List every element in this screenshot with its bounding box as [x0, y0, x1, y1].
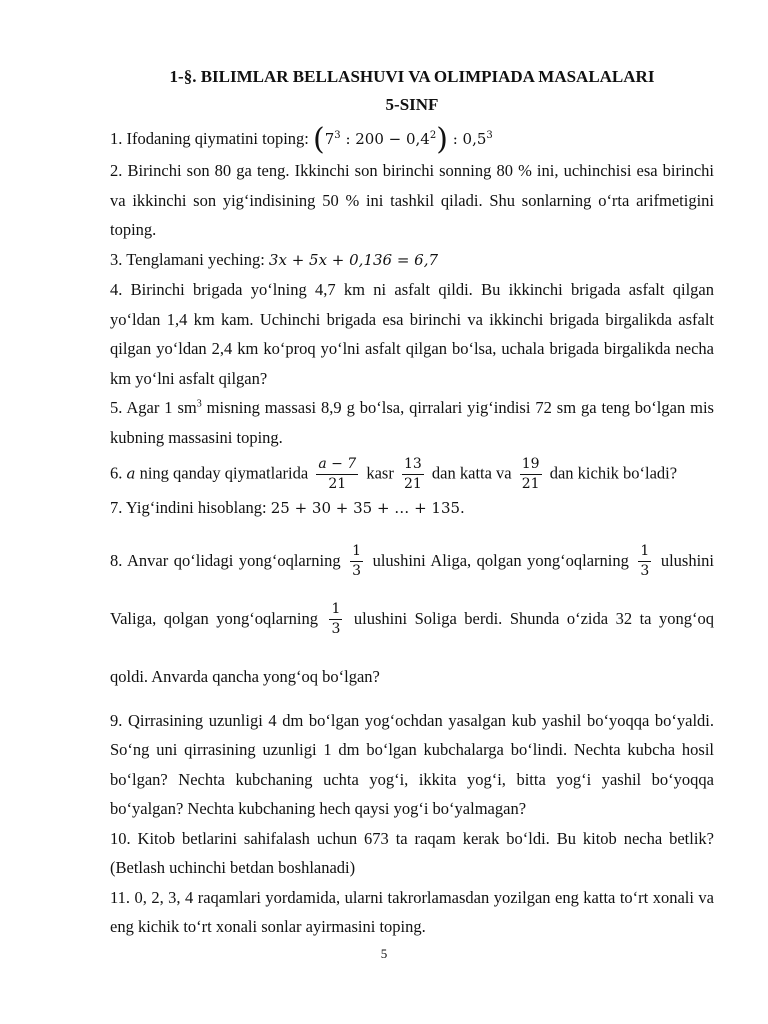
problem-1 — [110, 122, 714, 156]
problem-6: 6. a ning qanday qiymatlarida $\frac{a - 7}{21}$ kasr $\frac{13}{21}$ dan katta va $\frac{19}{21}$ dan kichik bo‘ladi? — [110, 456, 678, 492]
problem-3-equation: 3x + 5x + 0,136 = 6,7 — [268, 250, 439, 269]
problem-7-sum: 25 + 30 + 35 + … + 135. — [270, 499, 465, 517]
problem-5: 5. Agar 1 $sm^3$ misning massasi 8,9 g bo‘lsa, qirralari yig‘indisi 72 sm ga teng bo‘lgan mis kubning massasini toping. — [110, 398, 714, 447]
problem-1-text: 1. Ifodaning qiymatini toping: — [110, 129, 309, 148]
problem-11: 11. 0, 2, 3, 4 raqamlari yordamida, ularni takrorlamasdan yozilgan eng katta to‘rt xonali va eng kichik to‘rt xonali sonlar ayirmasini toping. — [110, 887, 714, 936]
page-number: 5 — [380, 946, 388, 961]
problem-4: 4. Birinchi brigada yo‘lning 4,7 km ni asfalt qildi. Bu ikkinchi brigada asfalt qilgan yo‘ldan 1,4 km kam. Uchinchi brigada esa birinchi va ikkinchi brigada birgalikda asfalt qilgan yo‘ldan 2,4 km ko‘proq yo‘lni asfalt qilgan bo‘lsa, uchala brigada birgalikda necha km yo‘lni asfalt qilgan? — [110, 280, 714, 388]
fraction-a-minus-7-over-21: $\frac{a - 7}{21}$ — [318, 456, 357, 492]
problem-3-text: 3. Tenglamani yeching: — [110, 249, 265, 269]
problem-1-expression: ($7^3$ : $200 - 0,4^2$) : $0,5^3$ — [313, 122, 493, 157]
problem-8: 8. Anvar qo‘lidagi yong‘oqlarning $\frac{1}{3}$ ulushini Aliga, qolgan yong‘oqlarning $\frac{1}{3}$ ulushini Valiga, qolgan yong‘oqlarning $\frac{1}{3}$ ulushini Soliga berdi. Shunda o‘zida 32 ta yong‘oq qoldi. Anvarda qancha yong‘oq bo‘lgan? — [110, 543, 715, 686]
document-page — [110, 62, 714, 942]
section-title: 1-§. BILIMLAR BELLASHUVI VA OLIMPIADA MASALALARI — [169, 67, 655, 86]
problem-3 — [110, 245, 714, 276]
problem-6-variable: a — [126, 464, 136, 483]
fraction-1-over-3: $\frac{1}{3}$ — [352, 543, 362, 580]
fraction-13-over-21: $\frac{13}{21}$ — [403, 456, 422, 492]
fraction-1-over-3: $\frac{1}{3}$ — [640, 543, 650, 580]
problem-7: 7. Yig‘indini hisoblang: 25 + 30 + 35 + … + 135. — [110, 498, 465, 517]
fraction-1-over-3: $\frac{1}{3}$ — [331, 601, 341, 638]
grade-subtitle: 5-SINF — [385, 95, 439, 114]
problem-2: 2. Birinchi son 80 ga teng. Ikkinchi son birinchi sonning 80 % ini, uchinchisi esa birinchi va ikkinchi son yig‘indisining 50 % ini tashkil qiladi. Shu sonlarning o‘rta arifmetigini toping. — [110, 161, 714, 239]
problem-9: 9. Qirrasining uzunligi 4 dm bo‘lgan yog‘ochdan yasalgan kub yashil bo‘yoqqa bo‘yaldi. So‘ng uni qirrasining uzunligi 1 dm bo‘lgan kubchalarga bo‘lindi. Nechta kubcha hosil bo‘lgan? Nechta kubchaning uchta yog‘i, ikkita yog‘i, bitta yog‘i yashil bo‘yoqqa bo‘yalgan? Nechta kubchaning hech qaysi yog‘i bo‘yalmagan? — [110, 710, 714, 818]
fraction-19-over-21: $\frac{19}{21}$ — [521, 456, 540, 492]
problem-10: 10. Kitob betlarini sahifalash uchun 673 ta raqam kerak bo‘ldi. Bu kitob necha betlik? (Betlash uchinchi betdan boshlanadi) — [110, 828, 714, 877]
